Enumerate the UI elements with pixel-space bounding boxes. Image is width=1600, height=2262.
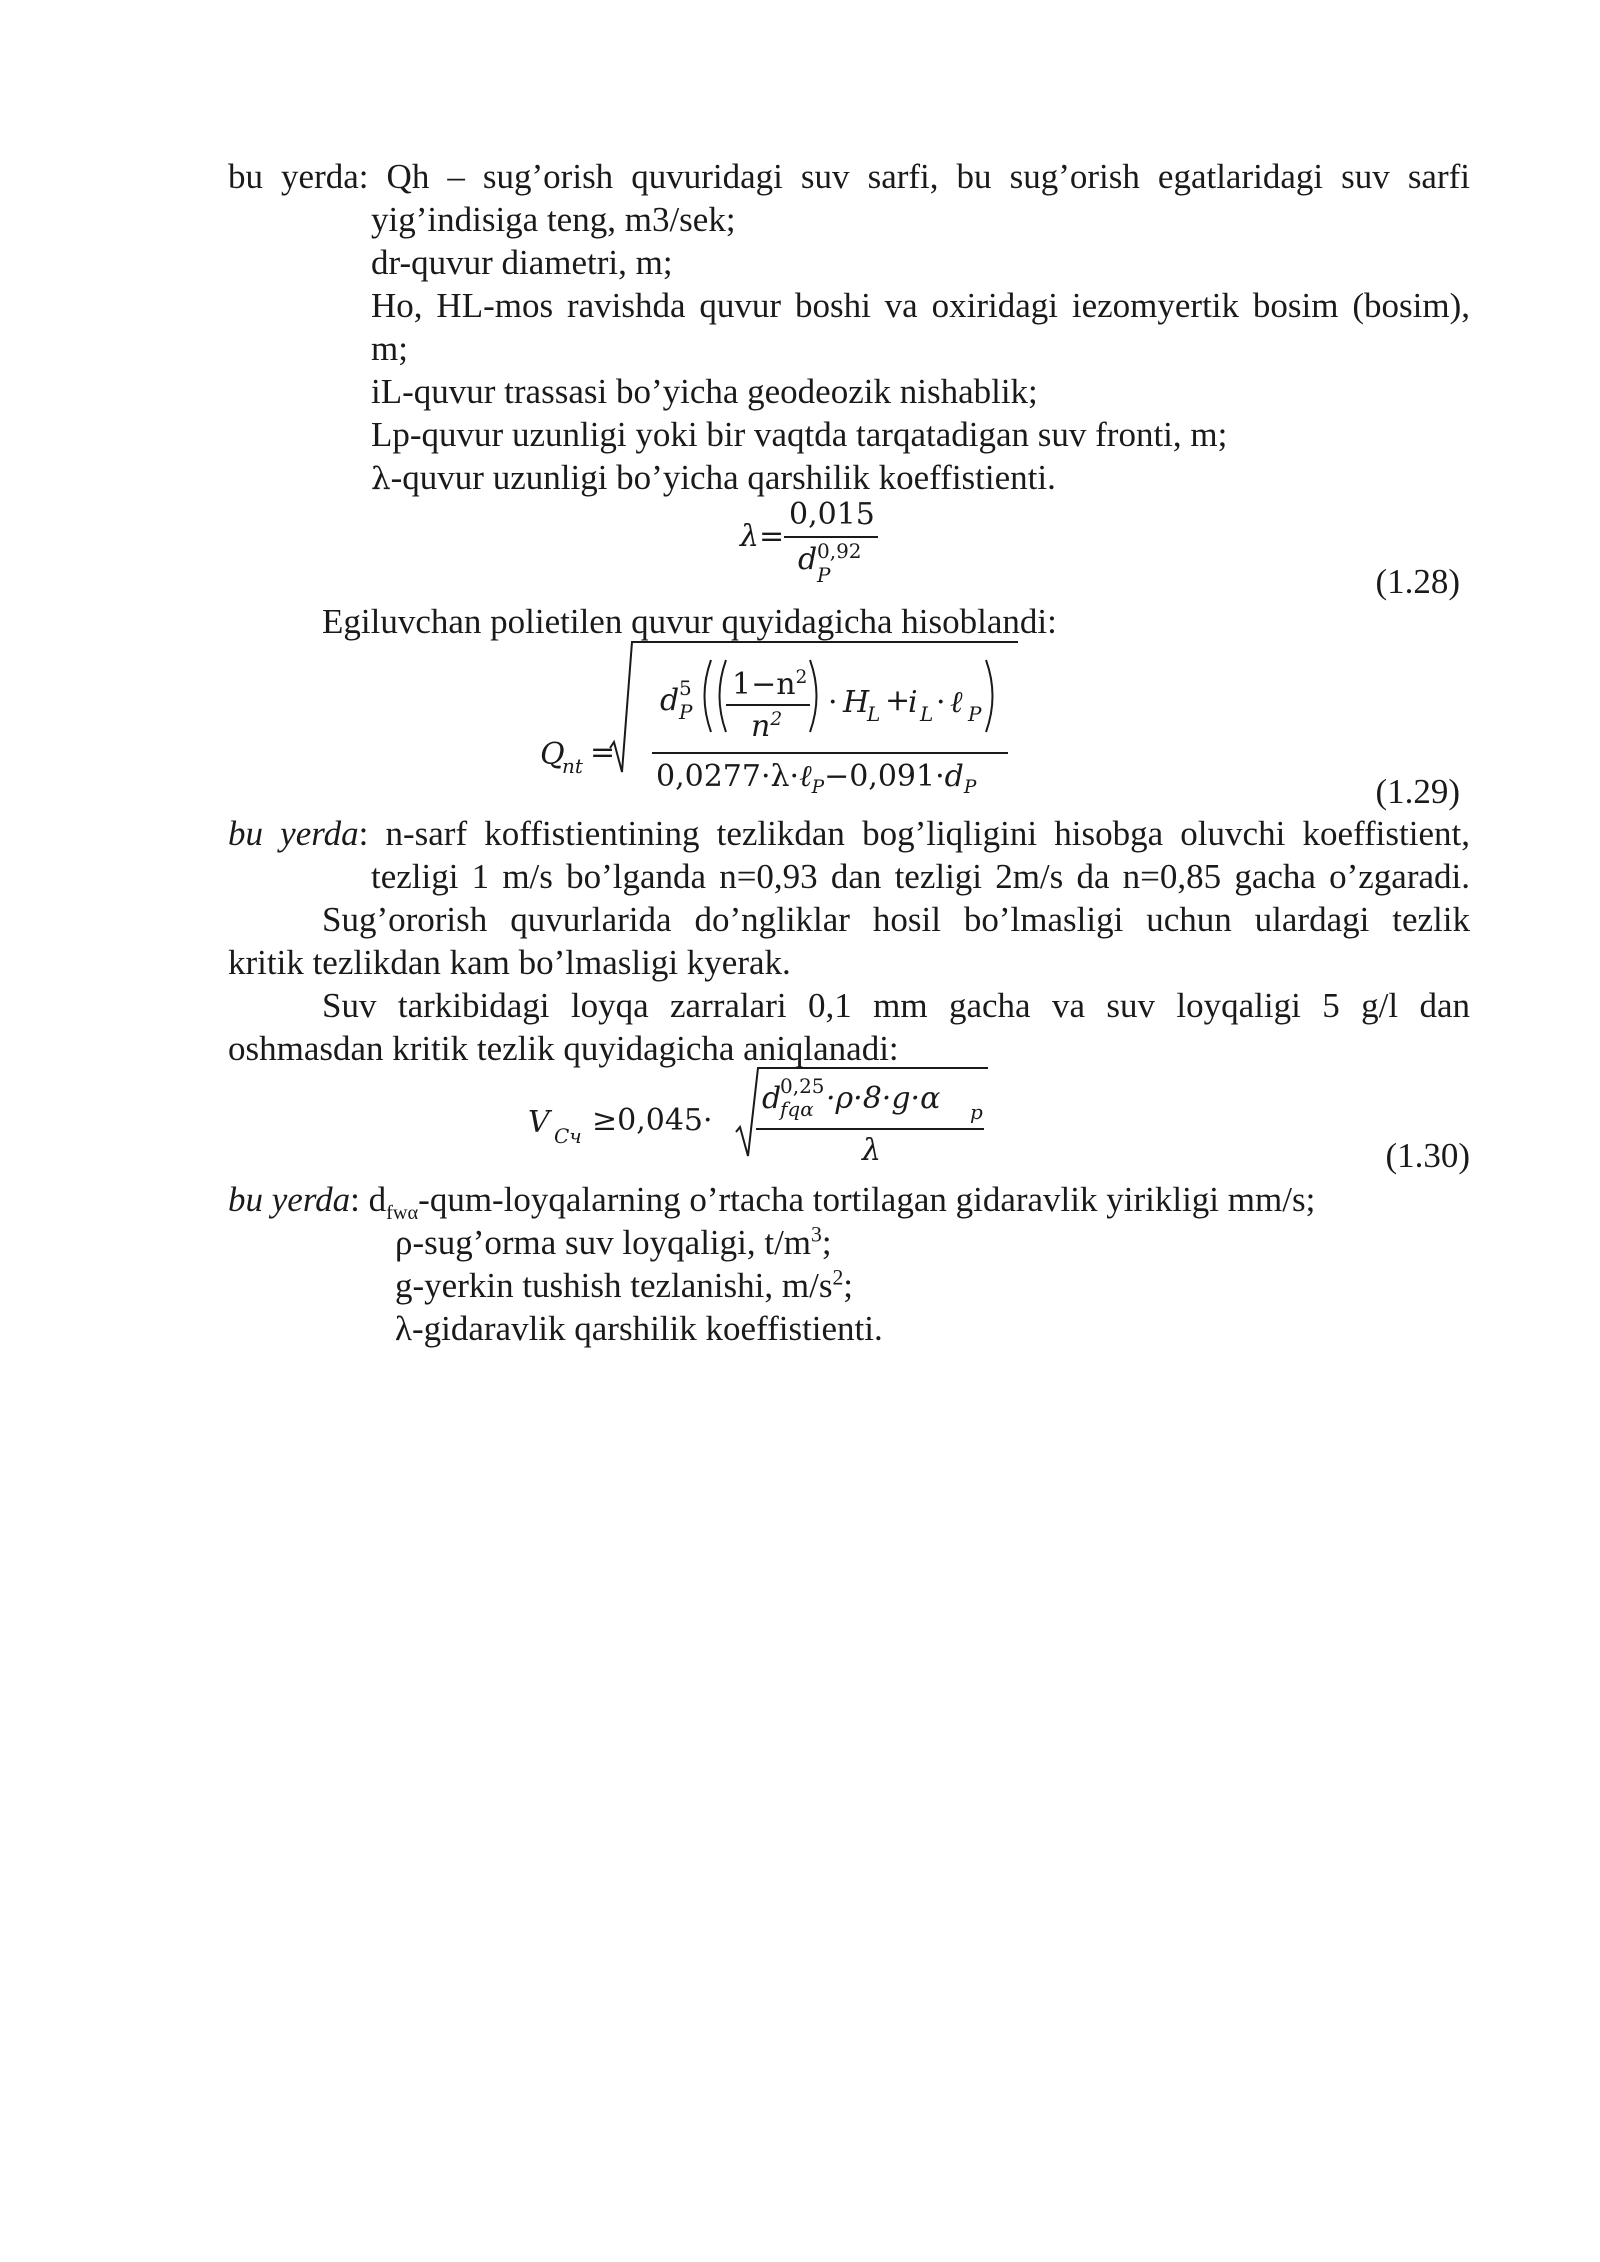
eq129-h-subscript: L	[867, 702, 881, 726]
definition-line-g	[395, 1264, 853, 1307]
eq130-d-exponent: 0,25	[780, 1074, 825, 1098]
equation-number-1-28: (1.28)	[1375, 562, 1460, 601]
inner-parenthesis-right	[808, 658, 826, 734]
definition-rho-end: ;	[821, 1223, 832, 1262]
eq130-product: ·ρ·8·g·α	[826, 1081, 941, 1116]
eq129-fraction-numerator	[732, 667, 808, 702]
eq129-denominator-part-a: 0,0277·λ·	[656, 759, 800, 794]
eq129-main-fraction-bar	[652, 752, 1008, 754]
eq129-d-exponent: 5	[679, 676, 692, 700]
lambda-symbol: λ	[371, 461, 391, 497]
definition-line-ho-hl-cont: m;	[371, 329, 408, 368]
definition-g-exponent: 2	[832, 1265, 844, 1290]
definition-qh-text: Qh – sug’orish quvuridagi suv sarfi, bu sug’orish egatlaridagi suv sarfi	[386, 157, 1471, 196]
eq130-denominator: λ	[862, 1133, 882, 1168]
equation-1-30	[528, 1066, 988, 1176]
definition-line-rho	[395, 1221, 832, 1264]
eq129-lhs-q: Q	[540, 737, 565, 772]
eq129-ell-subscript: P	[968, 702, 982, 726]
definition-line-ho-hl: Ho, HL-mos ravishda quvur boshi va oxiridagi iezomyertik bosim (bosim),	[371, 286, 1470, 325]
eq129-denominator-d: d	[944, 759, 964, 794]
definition-dfw-subscript: fwα	[386, 1202, 419, 1224]
eq129-fraction-denominator	[751, 709, 783, 744]
eq129-ell: ℓ	[950, 685, 963, 720]
definition-line-lambda	[371, 456, 1056, 501]
definition-line-qh	[228, 155, 1470, 198]
paragraph-sediment-line-1: Suv tarkibidagi loyqa zarralari 0,1 mm gacha va suv loyqaligi 5 g/l dan	[322, 986, 1470, 1025]
eq129-h: H	[843, 685, 870, 720]
eq130-lhs-subscript: Cч	[554, 1124, 582, 1148]
equation-number-1-30: (1.30)	[1385, 1136, 1470, 1175]
eq129-denominator-ell: ℓ	[799, 759, 812, 794]
eq129-fraction-denominator-exponent: 2	[770, 709, 783, 730]
eq129-equals: =	[590, 735, 616, 770]
eq128-lhs: λ=	[740, 519, 785, 554]
paragraph-polietilen-intro: Egiluvchan polietilen quvur quyidagicha hisoblandi:	[322, 602, 1057, 641]
definition-n-text: : n-sarf koffistientining tezlikdan bog’liqligini hisobga oluvchi koeffistient,	[358, 814, 1470, 853]
paragraph-critical-speed-line-1: Sug’ororish quvurlarida do’ngliklar hosil bo’lmasligi uchun ulardagi tezlik	[322, 900, 1470, 939]
eq129-fraction-denominator-text: n	[751, 709, 771, 744]
definition-line-lambda-2: λ-gidaravlik qarshilik koeffistienti.	[395, 1309, 883, 1348]
definition-g-end: ;	[843, 1266, 854, 1305]
eq129-denominator-d-subscript: P	[963, 777, 977, 798]
inner-parenthesis-left	[710, 658, 728, 734]
eq129-inner-fraction-bar	[726, 704, 810, 706]
definition-line-n	[228, 812, 1470, 855]
eq129-d: d	[660, 683, 680, 718]
equation-number-1-29: (1.29)	[1375, 772, 1460, 811]
eq129-d-subscript: P	[679, 700, 693, 724]
eq128-denominator-d: d	[798, 542, 818, 577]
eq130-lhs-v: V	[528, 1105, 550, 1140]
eq129-dot: ·	[828, 685, 838, 720]
eq129-dot-2: ·	[936, 685, 946, 720]
eq129-i-subscript: L	[920, 702, 934, 726]
eq130-d: d	[762, 1081, 782, 1116]
eq130-d-subscript: fqα	[780, 1097, 814, 1121]
eq130-relation: ≥0,045·	[592, 1103, 713, 1138]
bu-yerda-italic-label: bu yerda	[228, 814, 359, 853]
definition-line-dfw	[228, 1178, 1316, 1224]
outer-parenthesis-right	[984, 658, 1002, 734]
eq129-denominator	[656, 759, 977, 798]
bu-yerda-italic-label-2: bu yerda	[228, 1180, 351, 1219]
eq129-fraction-numerator-exponent: 2	[795, 667, 808, 688]
definition-dfw-prefix: : d	[350, 1180, 387, 1219]
eq129-fraction-numerator-text: 1−n	[732, 667, 796, 702]
definition-rho-exponent: 3	[811, 1222, 822, 1247]
eq128-denominator-exponent: 0,92	[817, 539, 862, 563]
eq130-alpha-subscript: p	[970, 1100, 983, 1124]
eq129-lhs-subscript: nt	[562, 754, 583, 778]
eq129-plus: +	[885, 683, 911, 718]
definition-g-text: g-yerkin tushish tezlanishi, m/s	[395, 1266, 833, 1305]
paragraph-sediment-line-2: oshmasdan kritik tezlik quyidagicha aniqlanadi:	[228, 1029, 899, 1068]
definition-dfw-text: -qum-loyqalarning o’rtacha tortilagan gidaravlik yirikligi mm/s;	[418, 1180, 1316, 1219]
eq128-numerator: 0,015	[789, 497, 875, 532]
eq128-denominator-subscript: P	[817, 563, 831, 587]
definition-line-lp: Lp-quvur uzunligi yoki bir vaqtda tarqatadigan suv fronti, m;	[371, 415, 1228, 454]
definition-rho-text: ρ-sug’orma suv loyqaligi, t/m	[395, 1223, 812, 1262]
eq129-i: i	[908, 685, 918, 720]
definition-lambda-text: -quvur uzunligi bo’yicha qarshilik koeffistienti.	[390, 458, 1056, 497]
eq130-fraction-bar	[756, 1128, 984, 1130]
eq129-denominator-ell-subscript: P	[811, 777, 825, 798]
bu-yerda-label: bu yerda:	[228, 157, 369, 196]
definition-line-il: iL-quvur trassasi bo’yicha geodeozik nishablik;	[371, 372, 1038, 411]
eq129-denominator-part-b: −0,091·	[824, 759, 945, 794]
eq128-fraction-bar	[784, 536, 878, 538]
definition-line-dr: dr-quvur diametri, m;	[371, 243, 673, 282]
equation-1-29	[540, 640, 1020, 815]
definition-line-qh-cont: yig’indisiga teng, m3/sek;	[371, 200, 736, 239]
paragraph-critical-speed-line-2: kritik tezlikdan kam bo’lmasligi kyerak.	[228, 943, 791, 982]
equation-1-28	[740, 497, 880, 590]
definition-line-n-cont: tezligi 1 m/s bo’lganda n=0,93 dan tezligi 2m/s da n=0,85 gacha o’zgaradi.	[371, 857, 1470, 896]
